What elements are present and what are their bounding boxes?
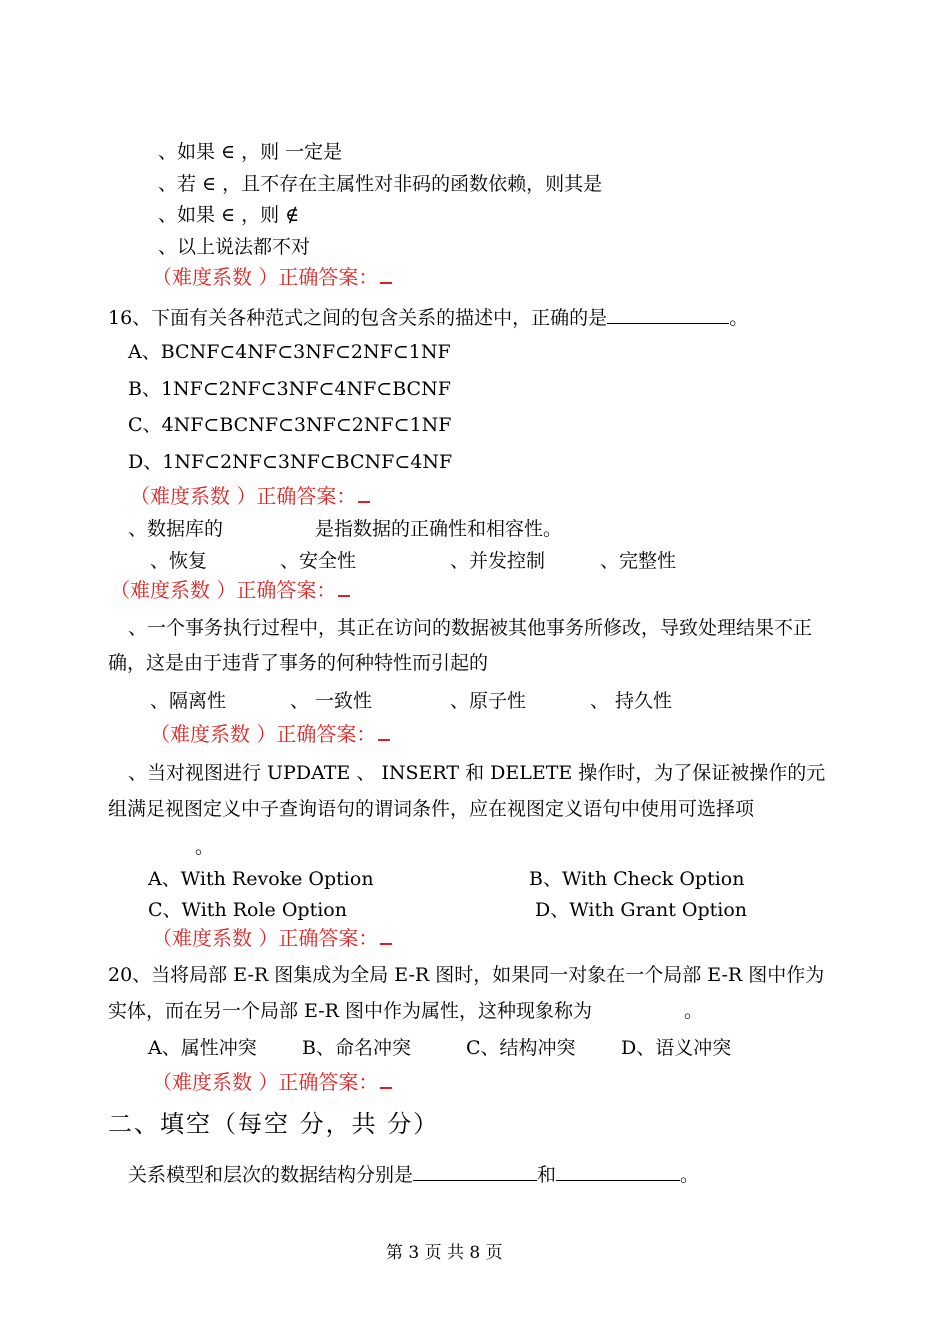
answer-blank xyxy=(607,305,729,324)
q18-option-d: 、 持久性 xyxy=(590,690,673,712)
q16-option-a: A、BCNF⊂4NF⊂3NF⊂2NF⊂1NF xyxy=(128,341,451,363)
q15-option-b: 、若 ∈ ，且不存在主属性对非码的函数依赖，则其是 xyxy=(158,173,603,195)
section-2-title: 二、填空（每空 分，共 分） xyxy=(108,1110,440,1138)
q19-option-d: D、With Grant Option xyxy=(535,899,748,921)
q20-option-a: A、属性冲突 xyxy=(148,1037,257,1059)
q17-option-c: 、并发控制 xyxy=(450,550,546,572)
page-number: 第 3 页 共 8 页 xyxy=(386,1243,503,1263)
answer-blank xyxy=(380,927,392,945)
q19-difficulty: （难度系数 ）正确答案： xyxy=(152,926,392,950)
q17-option-a: 、恢复 xyxy=(150,550,208,572)
answer-blank xyxy=(380,1071,392,1089)
q19-option-b: B、With Check Option xyxy=(529,868,745,890)
q15-option-a: 、如果 ∈ ，则 一定是 xyxy=(158,141,343,163)
answer-blank xyxy=(556,1162,680,1181)
q18-question-line1: 、一个事务执行过程中，其正在访问的数据被其他事务所修改，导致处理结果不正 xyxy=(128,617,813,639)
q18-option-c: 、原子性 xyxy=(450,690,527,712)
q19-option-c: C、With Role Option xyxy=(148,899,347,921)
answer-blank xyxy=(378,723,390,741)
q19-option-a: A、With Revoke Option xyxy=(148,868,374,890)
q15-difficulty: （难度系数 ）正确答案： xyxy=(152,265,392,289)
q17-question: 、数据库的 是指数据的正确性和相容性。 xyxy=(128,518,563,540)
q20-option-d: D、语义冲突 xyxy=(621,1037,732,1059)
q18-difficulty: （难度系数 ）正确答案： xyxy=(150,722,390,746)
q17-option-b: 、安全性 xyxy=(280,550,357,572)
q15-option-d: 、以上说法都不对 xyxy=(158,236,311,258)
q19-question-line2: 组满足视图定义中子查询语句的谓词条件，应在视图定义语句中使用可选择项 xyxy=(108,798,755,820)
q18-option-b: 、 一致性 xyxy=(290,690,373,712)
answer-blank xyxy=(338,579,350,597)
q17-difficulty: （难度系数 ）正确答案： xyxy=(110,578,350,602)
q16-option-d: D、1NF⊂2NF⊂3NF⊂BCNF⊂4NF xyxy=(128,451,453,473)
q19-question-line3: 。 xyxy=(195,836,215,858)
q17-option-d: 、完整性 xyxy=(600,550,677,572)
q20-option-c: C、结构冲突 xyxy=(466,1037,576,1059)
fill-question-1: 关系模型和层次的数据结构分别是 和 。 xyxy=(128,1164,700,1186)
q20-difficulty: （难度系数 ）正确答案： xyxy=(152,1070,392,1094)
q15-option-c: 、如果 ∈ ，则 ∉ xyxy=(158,204,300,226)
answer-blank xyxy=(358,485,370,503)
q16-option-c: C、4NF⊂BCNF⊂3NF⊂2NF⊂1NF xyxy=(128,414,452,436)
answer-blank xyxy=(413,1162,537,1181)
q16-difficulty: （难度系数 ）正确答案： xyxy=(130,484,370,508)
q18-question-line2: 确，这是由于违背了事务的何种特性而引起的 xyxy=(108,652,489,674)
q16-question: 16、下面有关各种范式之间的包含关系的描述中，正确的是 。 xyxy=(108,307,749,329)
q20-question-line1: 20、当将局部 E-R 图集成为全局 E-R 图时，如果同一对象在一个局部 E-R 图中作为 xyxy=(108,964,825,986)
q20-option-b: B、命名冲突 xyxy=(302,1037,411,1059)
q20-question-line2: 实体，而在另一个局部 E-R 图中作为属性，这种现象称为 。 xyxy=(108,1000,704,1022)
q19-question-line1: 、当对视图进行 UPDATE 、 INSERT 和 DELETE 操作时，为了保证被操作的元 xyxy=(128,762,826,784)
q16-option-b: B、1NF⊂2NF⊂3NF⊂4NF⊂BCNF xyxy=(128,378,451,400)
answer-blank xyxy=(380,266,392,284)
q18-option-a: 、隔离性 xyxy=(150,690,227,712)
